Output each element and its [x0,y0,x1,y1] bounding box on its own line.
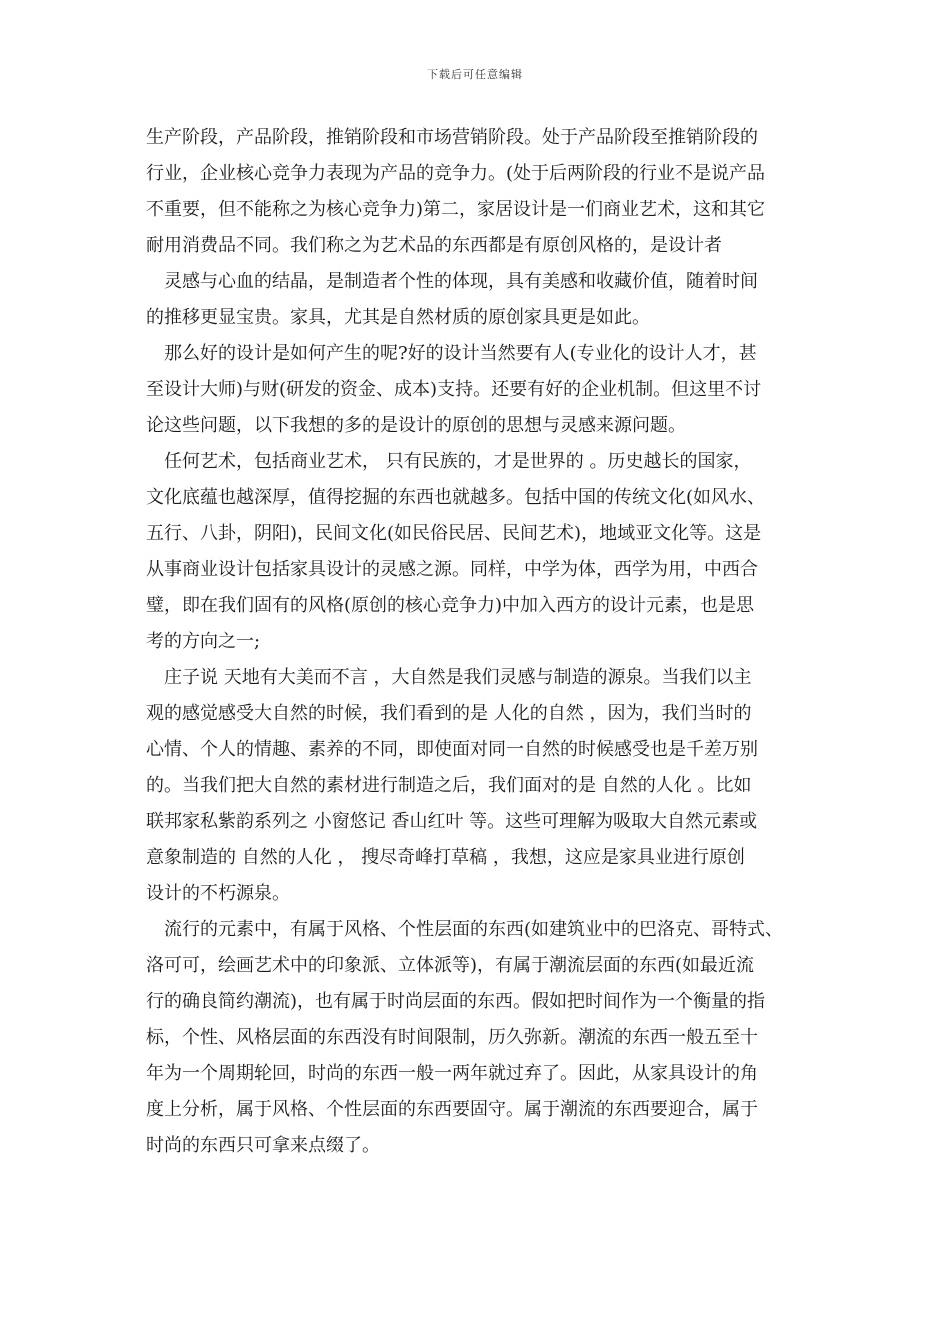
text-line: 标，个性、风格层面的东西没有时间限制，历久弥新。潮流的东西一般五至十 [146,1027,758,1048]
text-line: 文化底蕴也越深厚，值得挖掘的东西也就越多。包括中国的传统文化(如风水、 [146,487,766,508]
text-line: 心情、个人的情趣、素养的不同，即使面对同一自然的时候感受也是千差万别 [146,739,758,760]
text-line: 璧，即在我们固有的风格(原创的核心竞争力)中加入西方的设计元素，也是思 [146,595,755,616]
text-line: 设计的不朽源泉。 [146,883,290,904]
text-line: 考的方向之一; [146,631,261,652]
text-line: 从事商业设计包括家具设计的灵感之源。同样，中学为体，西学为用，中西合 [146,559,758,580]
document-body [146,120,806,1164]
text-line: 那么好的设计是如何产生的呢?好的设计当然要有人(专业化的设计人才，甚 [164,343,757,364]
text-line: 洛可可，绘画艺术中的印象派、立体派等)，有属于潮流层面的东西(如最近流 [146,955,755,976]
page-header: 下载后可任意编辑 [427,68,523,81]
text-line: 至设计大师)与财(研发的资金、成本)支持。还要有好的企业机制。但这里不讨 [146,379,762,400]
text-line: 灵感与心血的结晶，是制造者个性的体现，具有美感和收藏价值，随着时间 [164,271,758,292]
text-line: 意象制造的 自然的人化 ， 搜尽奇峰打草稿 ，我想，这应是家具业进行原创 [146,847,745,868]
text-line: 度上分析，属于风格、个性层面的东西要固守。属于潮流的东西要迎合，属于 [146,1099,758,1120]
text-line: 庄子说 天地有大美而不言 ，大自然是我们灵感与制造的源泉。当我们以主 [164,667,752,688]
text-line: 论这些问题，以下我想的多的是设计的原创的思想与灵感来源问题。 [146,415,686,436]
text-line: 行的确良简约潮流)，也有属于时尚层面的东西。假如把时间作为一个衡量的指 [146,991,766,1012]
text-line: 时尚的东西只可拿来点缀了。 [146,1135,380,1156]
text-line: 不重要，但不能称之为核心竞争力)第二，家居设计是一们商业艺术，这和其它 [146,199,766,220]
text-line: 五行、八卦，阴阳)，民间文化(如民俗民居、民间艺术)，地域亚文化等。这是 [146,523,762,544]
text-line: 的推移更显宝贵。家具，尤其是自然材质的原创家具更是如此。 [146,307,650,328]
text-line: 观的感觉感受大自然的时候，我们看到的是 人化的自然 ，因为，我们当时的 [146,703,752,724]
text-line: 行业，企业核心竞争力表现为产品的竞争力。(处于后两阶段的行业不是说产品 [146,163,766,184]
text-line: 的。当我们把大自然的素材进行制造之后，我们面对的是 自然的人化 。比如 [146,775,752,796]
text-line: 年为一个周期轮回，时尚的东西一般一两年就过弃了。因此，从家具设计的角 [146,1063,758,1084]
text-line: 联邦家私紫韵系列之 小窗悠记 香山红叶 等。这些可理解为吸取大自然元素或 [146,811,758,832]
text-line: 生产阶段，产品阶段，推销阶段和市场营销阶段。处于产品阶段至推销阶段的 [146,127,758,148]
text-line: 流行的元素中，有属于风格、个性层面的东西(如建筑业中的巴洛克、哥特式、 [164,919,784,940]
text-line: 任何艺术，包括商业艺术， 只有民族的，才是世界的 。历史越长的国家， [164,451,752,472]
text-line: 耐用消费品不同。我们称之为艺术品的东西都是有原创风格的，是设计者 [146,235,722,256]
